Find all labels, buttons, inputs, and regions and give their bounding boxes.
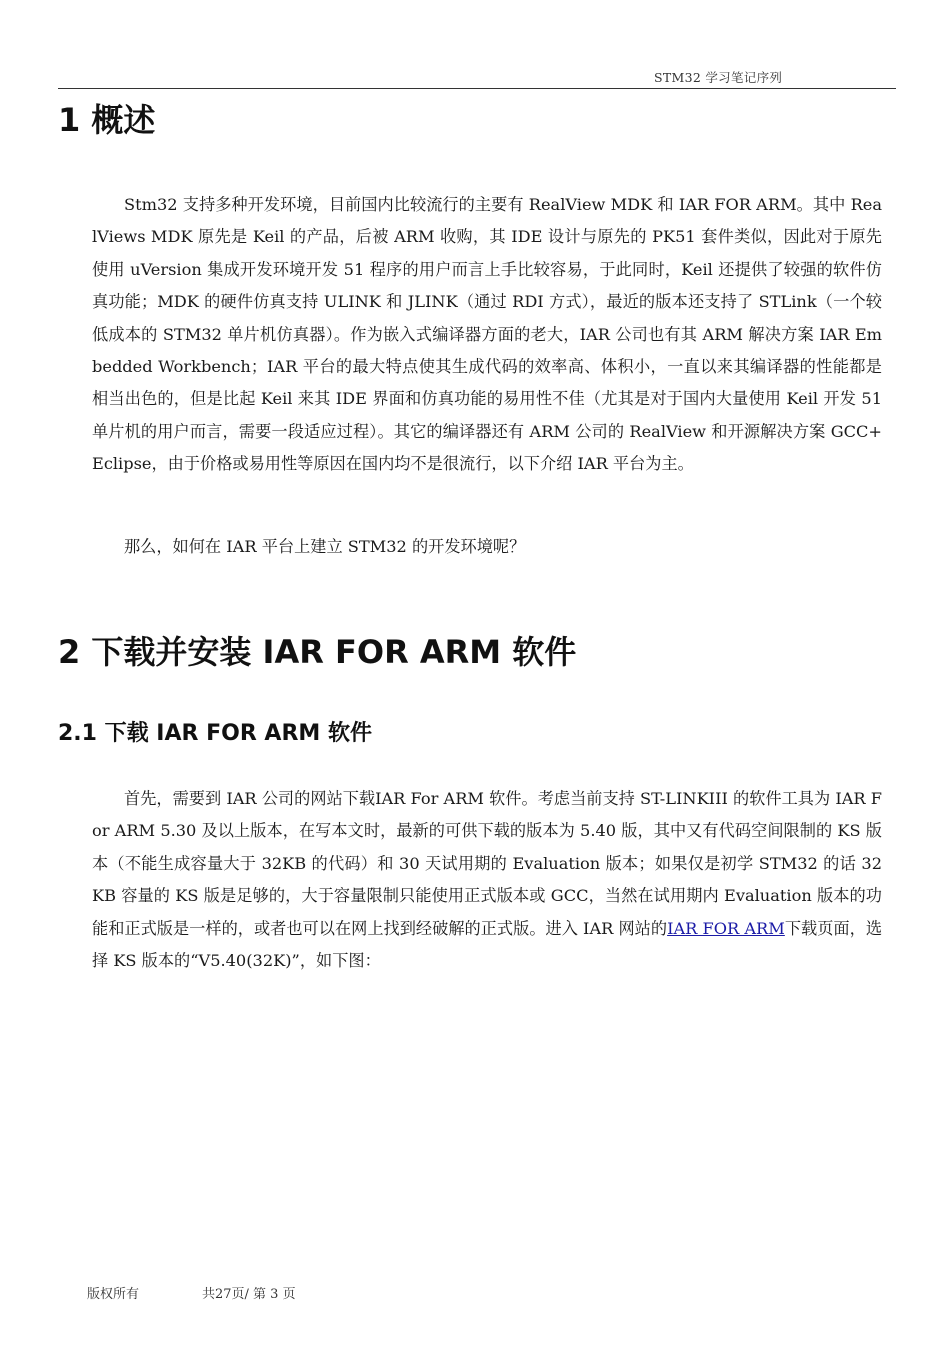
paragraph-text-before-link: 首先，需要到 IAR 公司的网站下载IAR For ARM 软件。考虑当前支持 ST-LINKIII 的软件工具为 IAR For ARM 5.30 及以上版本，在写本文时，最新的可供下载的版本为 5.40 版，其中又有代码空间限制的 KS 版本（不能生成容量大于 32KB 的代码）和 30 天试用期的 Evaluation 版本；如果仅是初学 STM32 的话 32KB 容量的 KS 版是足够的，大于容量限制只能使用正式版本或 GCC，当然在试用期内 Evaluation 版本的功能和正式版是一样的，或者也可以在网上找到经破解的正式版。进入 IAR 网站的 <box>92 789 882 938</box>
footer-copyright: 版权所有 <box>87 1287 140 1302</box>
section-2-1-paragraph <box>92 783 882 977</box>
header-rule <box>58 88 896 89</box>
section-2-1-heading: 2.1 下载 IAR FOR ARM 软件 <box>58 721 372 746</box>
section-1-heading: 1 概述 <box>58 101 156 139</box>
footer-page-info: 共27页/ 第 3 页 <box>202 1287 296 1302</box>
section-1-paragraph-1: Stm32 支持多种开发环境，目前国内比较流行的主要有 RealView MDK 和 IAR FOR ARM。其中 RealViews MDK 原先是 Keil 的产品，后被 ARM 收购，其 IDE 设计与原先的 PK51 套件类似，因此对于原先使用 uVersion 集成开发环境开发 51 程序的用户而言上手比较容易，于此同时，Keil 还提供了较强的软件仿真功能；MDK 的硬件仿真支持 ULINK 和 JLINK（通过 RDI 方式），最近的版本还支持了 STLink（一个较低成本的 STM32 单片机仿真器）。作为嵌入式编译器方面的老大，IAR 公司也有其 ARM 解决方案 IAR Embedded Workbench；IAR 平台的最大特点使其生成代码的效率高、体积小，一直以来其编译器的性能都是相当出色的，但是比起 Keil 来其 IDE 界面和仿真功能的易用性不佳（尤其是对于国内大量使用 Keil 开发 51 单片机的用户而言，需要一段适应过程）。其它的编译器还有 ARM 公司的 RealView 和开源解决方案 GCC+Eclipse，由于价格或易用性等原因在国内均不是很流行，以下介绍 IAR 平台为主。 <box>92 195 882 474</box>
paragraph-text-after-link: 下载页面，选择 KS 版本的“V5.40(32K)”，如下图： <box>92 918 883 971</box>
section-1-paragraph-2: 那么，如何在 IAR 平台上建立 STM32 的开发环境呢？ <box>124 537 526 556</box>
section-2-heading: 2 下载并安装 IAR FOR ARM 软件 <box>58 633 577 671</box>
header-title: STM32 学习笔记序列 <box>654 70 783 85</box>
iar-for-arm-link[interactable]: IAR FOR ARM <box>667 918 785 938</box>
